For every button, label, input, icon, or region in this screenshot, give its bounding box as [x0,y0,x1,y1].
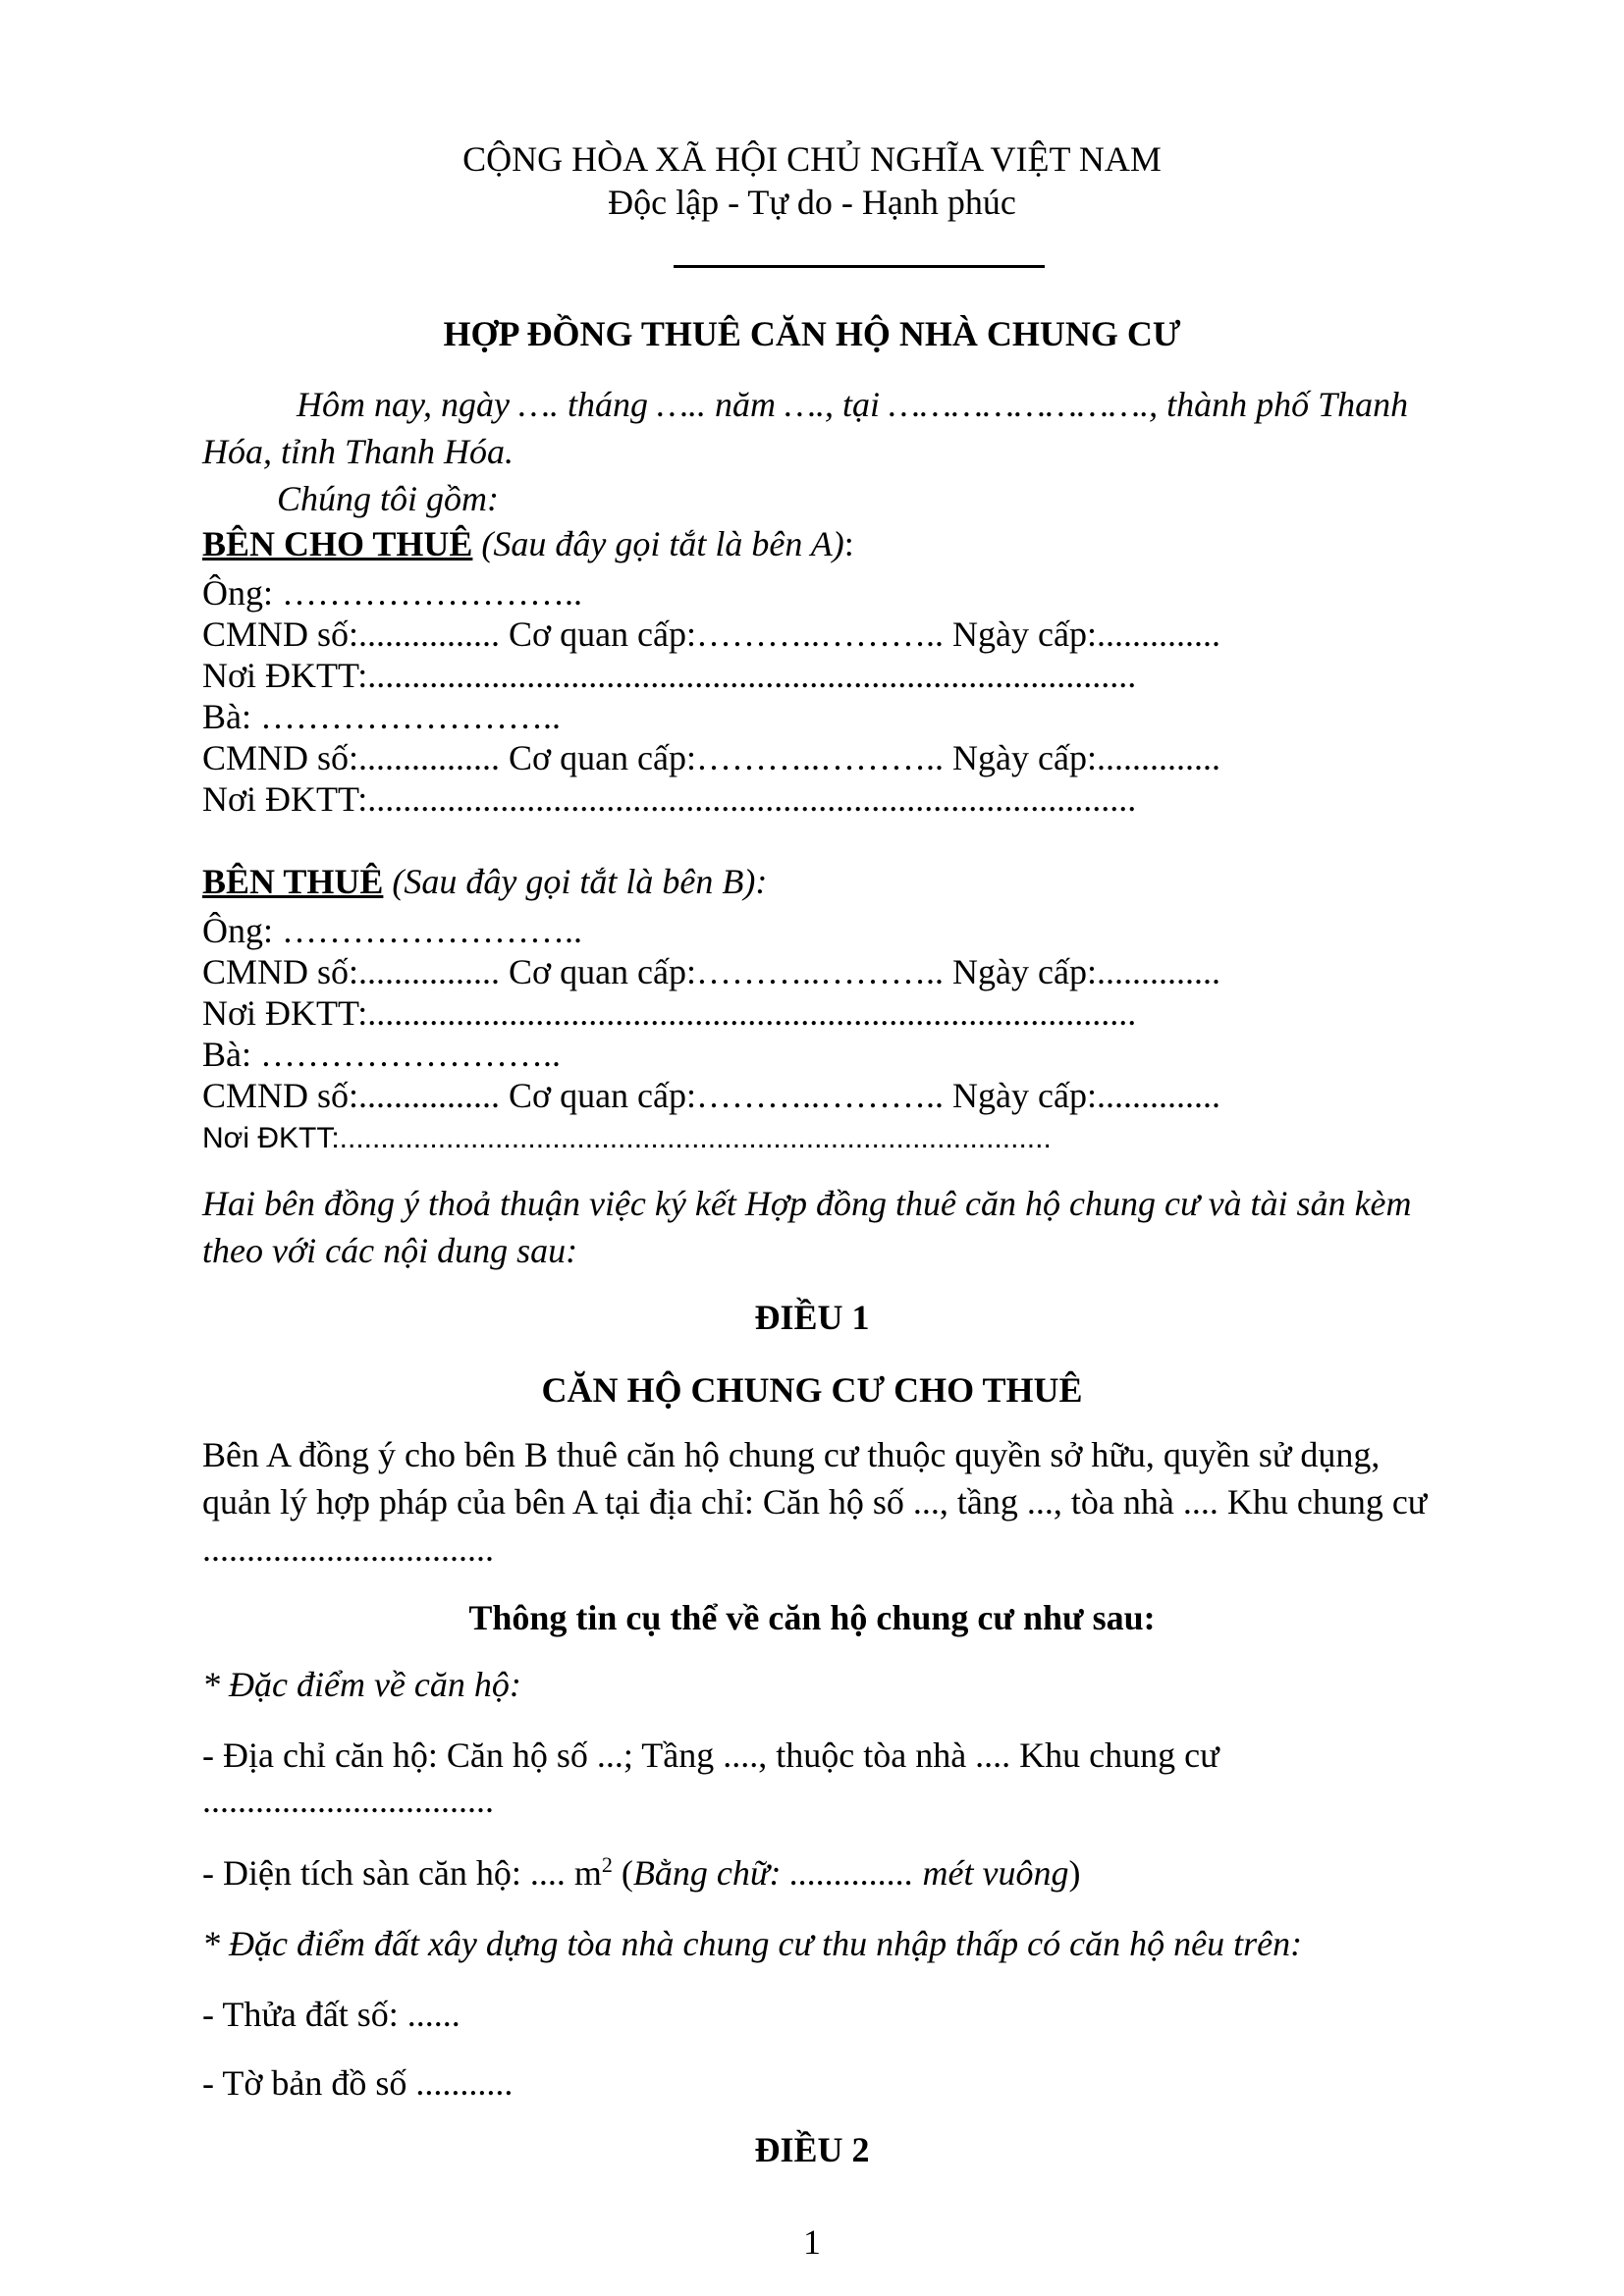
party-a-id-1: CMND số:................ Cơ quan cấp:………..……….. Ngày cấp:.............. [202,614,1220,654]
area-in-words: Bằng chữ: .............. mét vuông [632,1853,1069,1893]
national-motto: Độc lập - Tự do - Hạnh phúc [608,183,1016,222]
party-b-residence-2: Nơi ĐKTT:....................................................................................... [202,1122,1052,1154]
intro-line-1: Hôm nay, ngày …. tháng ….. năm …., tại ……………………., thành phố Thanh [297,385,1409,424]
contract-title: HỢP ĐỒNG THUÊ CĂN HỘ NHÀ CHUNG CƯ [443,314,1181,353]
party-a-note: (Sau đây gọi tắt là bên A) [472,524,844,563]
article-1-paragraph-line-3: ................................. [202,1529,494,1569]
intro-line-3: Chúng tôi gồm: [277,479,500,518]
party-a-heading-line [202,522,854,565]
area-open-paren: ( [612,1853,633,1893]
national-title: CỘNG HÒA XÃ HỘI CHỦ NGHĨA VIỆT NAM [462,139,1162,179]
party-a-id-2: CMND số:................ Cơ quan cấp:………..……….. Ngày cấp:.............. [202,738,1220,777]
party-a-residence-2: Nơi ĐKTT:....................................................................................... [202,779,1137,819]
area-unit-superscript: 2 [601,1852,613,1877]
area-prefix: - Diện tích sàn căn hộ: .... m [202,1853,602,1893]
land-plot-number: - Thửa đất số: ...... [202,1995,460,2034]
party-a-colon: : [843,524,854,563]
apartment-address-line-1: - Địa chỉ căn hộ: Căn hộ số ...; Tầng ...., thuộc tòa nhà .... Khu chung cư [202,1735,1219,1775]
page-number: 1 [803,2222,821,2262]
party-a-residence-1: Nơi ĐKTT:....................................................................................... [202,656,1137,695]
article-2-label: ĐIỀU 2 [754,2130,870,2169]
apartment-info-heading: Thông tin cụ thể về căn hộ chung cư như sau: [468,1598,1156,1637]
intro-line-2: Hóa, tỉnh Thanh Hóa. [202,432,514,471]
party-b-note: (Sau đây gọi tắt là bên B): [383,862,768,901]
party-a-heading: BÊN CHO THUÊ [202,524,473,563]
party-b-heading-line [202,860,767,903]
party-a-mrs: Bà: …………………….. [202,697,561,736]
party-b-residence-1: Nơi ĐKTT:....................................................................................... [202,993,1137,1033]
land-features-heading: * Đặc điểm đất xây dựng tòa nhà chung cư thu nhập thấp có căn hộ nêu trên: [202,1924,1303,1963]
apartment-address-line-2: ................................. [202,1781,494,1820]
article-1-title: CĂN HỘ CHUNG CƯ CHO THUÊ [541,1370,1083,1410]
party-b-mrs: Bà: …………………….. [202,1035,561,1074]
area-close-paren: ) [1068,1853,1081,1893]
apartment-features-heading: * Đặc điểm về căn hộ: [202,1665,521,1704]
agreement-line-2: theo với các nội dung sau: [202,1231,578,1270]
article-1-paragraph-line-2: quản lý hợp pháp của bên A tại địa chỉ: Căn hộ số ..., tầng ..., tòa nhà .... Khu chung cư [202,1482,1428,1522]
party-b-id-2: CMND số:................ Cơ quan cấp:………..……….. Ngày cấp:.............. [202,1076,1220,1115]
party-b-mr: Ông: …………………….. [202,911,582,950]
article-1-label: ĐIỀU 1 [754,1298,870,1337]
party-b-heading: BÊN THUÊ [202,862,384,901]
article-1-paragraph-line-1: Bên A đồng ý cho bên B thuê căn hộ chung cư thuộc quyền sở hữu, quyền sử dụng, [202,1435,1380,1474]
header-divider [674,265,1045,268]
agreement-line-1: Hai bên đồng ý thoả thuận việc ký kết Hợp đồng thuê căn hộ chung cư và tài sản kèm [202,1184,1412,1223]
party-a-mr: Ông: …………………….. [202,573,582,613]
party-b-id-1: CMND số:................ Cơ quan cấp:………..……….. Ngày cấp:.............. [202,952,1220,991]
apartment-area-line [202,1851,1080,1895]
map-sheet-number: - Tờ bản đồ số ........... [202,2063,514,2103]
